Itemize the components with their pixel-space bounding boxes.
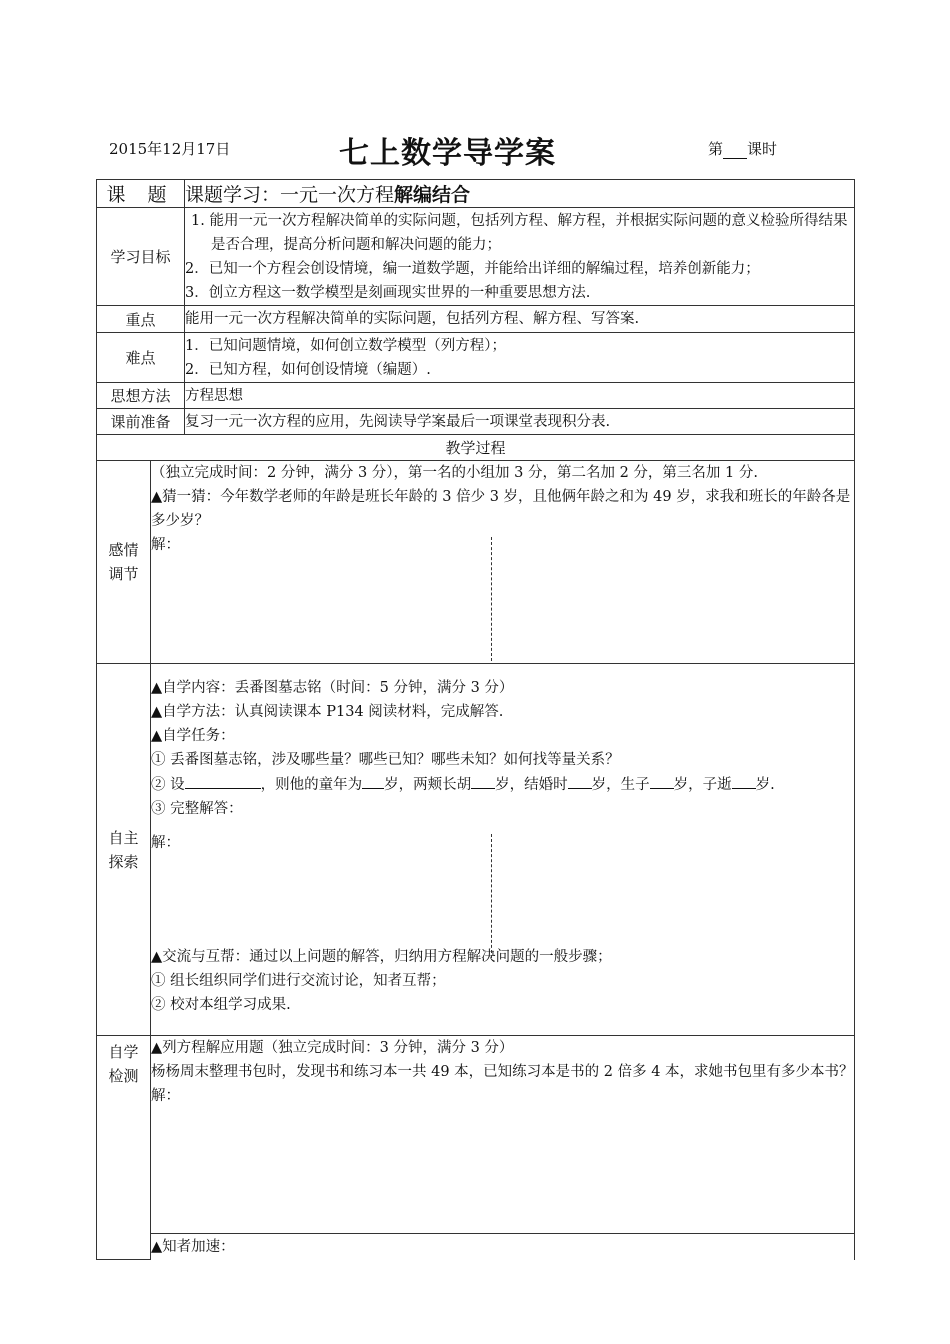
selftest-label xyxy=(97,1036,151,1260)
emotion-label-2: 调节 xyxy=(108,565,139,583)
selftest-row xyxy=(97,1036,855,1234)
q2-text-b: ，则他的童年为 xyxy=(260,777,363,793)
blank-marriage xyxy=(568,772,592,789)
explore-content xyxy=(151,664,855,1036)
explore-label-2: 探索 xyxy=(108,852,139,871)
blank-son-died xyxy=(732,772,756,789)
method-label: 思想方法 xyxy=(97,383,185,409)
lesson-period xyxy=(708,138,777,159)
divider-dashed xyxy=(491,834,492,958)
explore-exchange: ▲交流与互帮：通过以上问题的解答，归纳用方程解决问题的一般步骤； xyxy=(151,949,612,965)
objective-item: 2．已知一个方程会创设情境，编一道数学题，并能给出详细的解编过程，培养创新能力； xyxy=(185,260,760,277)
explore-label xyxy=(97,664,151,1036)
selftest-label-1: 自学 xyxy=(108,1043,139,1061)
prep-label: 课前准备 xyxy=(97,409,185,435)
emotion-intro: （独立完成时间：2 分钟，满分 3 分），第一名的小组加 3 分，第二名加 2 分，第三名加 1 分. xyxy=(151,465,758,481)
explore-answer: 解： xyxy=(151,835,180,851)
emotion-label xyxy=(97,461,151,664)
difficulty-content xyxy=(185,333,855,383)
boost-content: ▲知者加速： xyxy=(151,1234,855,1260)
topic-row xyxy=(97,180,855,208)
selftest-label-2: 检测 xyxy=(108,1067,139,1085)
document-header xyxy=(0,128,950,172)
emotion-answer: 解： xyxy=(151,537,180,553)
blank-son xyxy=(650,772,674,789)
lesson-table xyxy=(96,179,855,1260)
keypoint-value: 能用一元一次方程解决简单的实际问题，包括列方程、解方程、写答案. xyxy=(185,306,855,333)
keypoint-label: 重点 xyxy=(97,306,185,333)
explore-approach: ▲自学方法：认真阅读课本 P134 阅读材料，完成解答. xyxy=(151,704,504,720)
q2-text-a: ② 设 xyxy=(151,777,185,793)
difficulty-item: 1．已知问题情境，如何创立数学模型（列方程）； xyxy=(185,337,506,354)
period-blank xyxy=(723,144,747,159)
selftest-title: ▲列方程解应用题（独立完成时间：3 分钟，满分 3 分） xyxy=(151,1040,514,1056)
explore-row xyxy=(97,664,855,1036)
explore-q1: ① 丢番图墓志铭，涉及哪些量？哪些已知？哪些未知？如何找等量关系？ xyxy=(151,752,620,768)
q2-text-c: 岁，两颊长胡 xyxy=(384,777,472,793)
objectives-row xyxy=(97,208,855,306)
keypoint-row xyxy=(97,306,855,333)
method-row xyxy=(97,383,855,409)
explore-q2 xyxy=(151,772,854,797)
period-prefix: 第 xyxy=(708,140,724,158)
objective-item: 3．创立方程这一数学模型是刻画现实世界的一种重要思想方法. xyxy=(185,284,591,301)
q2-text-e: 岁，生子 xyxy=(591,777,650,793)
q2-text-f: 岁，子逝 xyxy=(673,777,732,793)
explore-q3: ③ 完整解答： xyxy=(151,801,243,817)
prep-row xyxy=(97,409,855,435)
emotion-question: ▲猜一猜：今年数学老师的年龄是班长年龄的 3 倍少 3 岁，且他俩年龄之和为 49 岁，求我和班长的年龄各是多少岁？ xyxy=(151,489,851,529)
emotion-label-1: 感情 xyxy=(108,541,139,559)
prep-value: 复习一元一次方程的应用，先阅读导学案最后一项课堂表现积分表. xyxy=(185,409,855,435)
selftest-answer: 解： xyxy=(151,1088,180,1104)
date: 2015年12月17日 xyxy=(109,140,231,158)
explore-content-line: ▲自学内容：丢番图墓志铭（时间：5 分钟，满分 3 分） xyxy=(151,680,514,696)
difficulty-row xyxy=(97,333,855,383)
q2-text-g: 岁. xyxy=(755,777,775,793)
selftest-content xyxy=(151,1036,855,1234)
boost-row xyxy=(97,1234,855,1260)
topic-bold: 解编结合 xyxy=(394,184,471,206)
topic-plain: 课题学习：一元一次方程 xyxy=(185,184,395,206)
selftest-problem: 杨杨周末整理书包时，发现书和练习本一共 49 本，已知练习本是书的 2 倍多 4 本，求她书包里有多少本书？ xyxy=(151,1064,854,1080)
explore-answer-space xyxy=(151,855,854,945)
explore-task: ▲自学任务： xyxy=(151,728,235,744)
blank-unknown xyxy=(185,772,261,789)
period-suffix: 课时 xyxy=(747,140,778,158)
difficulty-label: 难点 xyxy=(97,333,185,383)
topic-value xyxy=(185,180,855,208)
process-title: 教学过程 xyxy=(97,435,855,461)
method-value: 方程思想 xyxy=(185,383,855,409)
objectives-content xyxy=(185,208,855,306)
emotion-row xyxy=(97,461,855,664)
page-title: 七上数学导学案 xyxy=(339,136,556,171)
explore-label-1: 自主 xyxy=(108,828,139,847)
divider-dashed xyxy=(491,537,492,661)
objective-item: 1. 能用一元一次方程解决简单的实际问题，包括列方程、解方程，并根据实际问题的意义检验所得结果是否合理，提高分析问题和解决问题的能力； xyxy=(191,212,848,253)
explore-ex2: ② 校对本组学习成果. xyxy=(151,997,291,1013)
objectives-label: 学习目标 xyxy=(97,208,185,306)
process-title-row xyxy=(97,435,855,461)
topic-label: 课 题 xyxy=(97,180,185,208)
blank-beard xyxy=(471,772,495,789)
difficulty-item: 2．已知方程，如何创设情境（编题）. xyxy=(185,361,431,378)
q2-text-d: 岁，结婚时 xyxy=(495,777,568,793)
explore-ex1: ① 组长组织同学们进行交流讨论，知者互帮； xyxy=(151,973,446,989)
blank-childhood xyxy=(362,772,384,789)
emotion-content xyxy=(151,461,855,664)
